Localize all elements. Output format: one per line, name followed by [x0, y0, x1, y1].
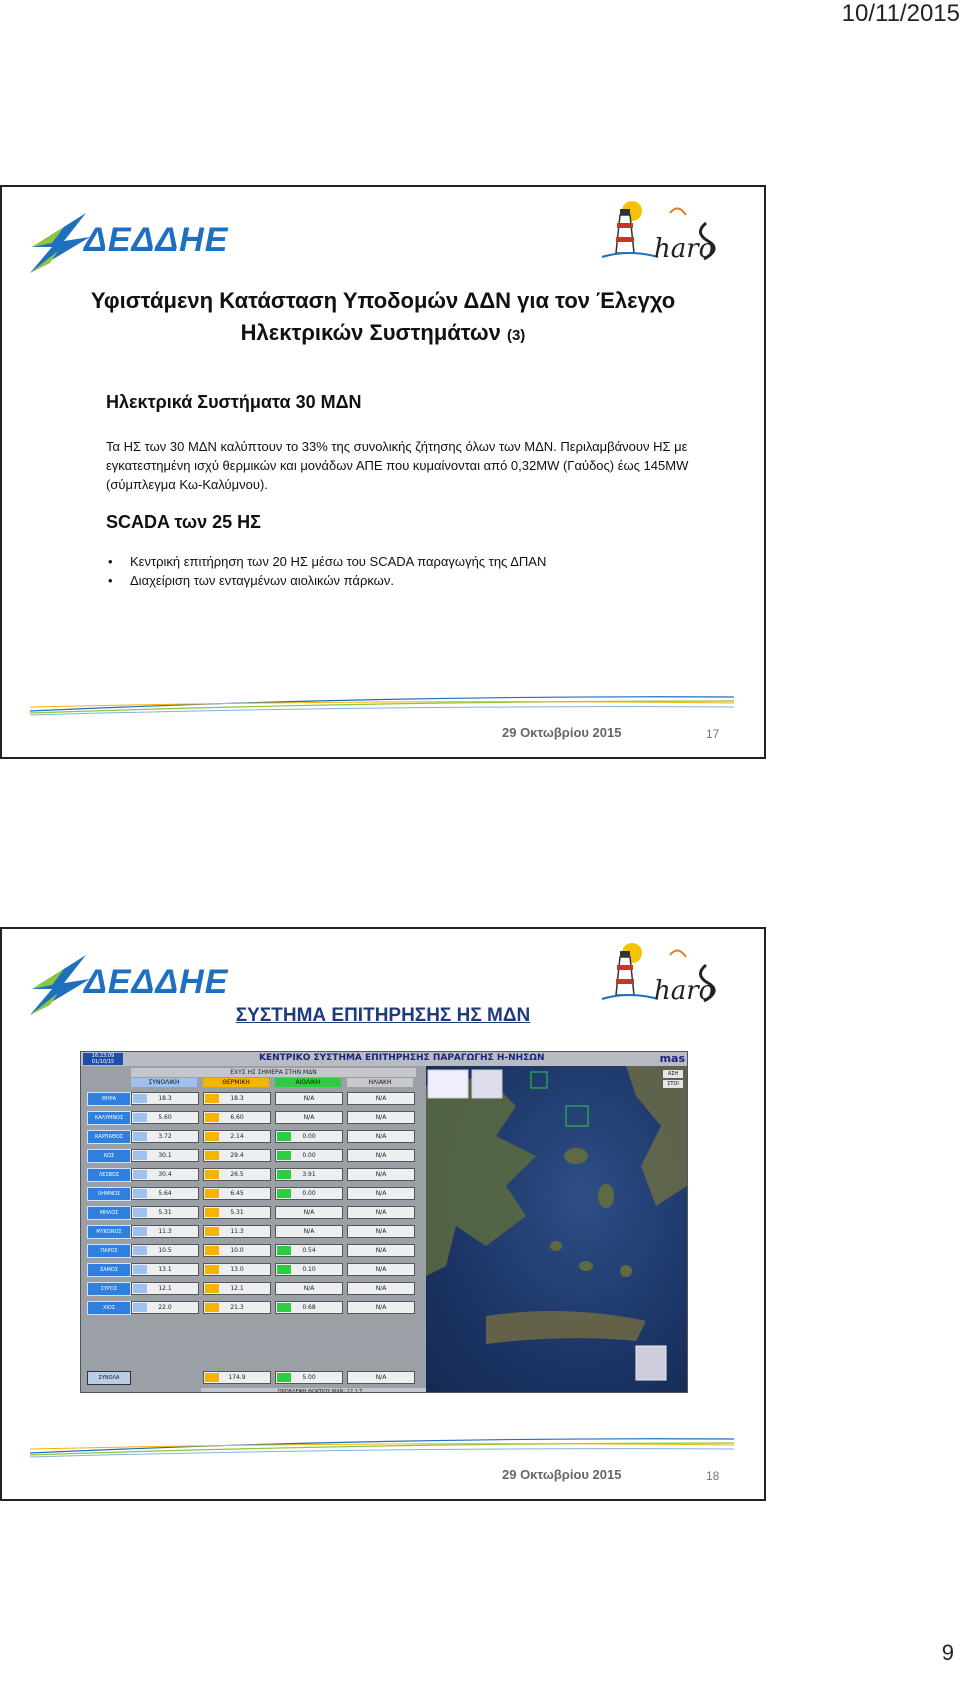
scada-value-cell [275, 1130, 343, 1143]
scada-value-marker [205, 1373, 219, 1382]
scada-value-cell [203, 1301, 271, 1314]
scada-value-text: N/A [375, 1190, 387, 1197]
scada-station-button[interactable]: ΧΙΟΣ [87, 1301, 131, 1315]
scada-value-marker [205, 1208, 219, 1217]
scada-value-text: 22.0 [158, 1304, 172, 1311]
scada-value-cell [275, 1168, 343, 1181]
scada-column-header: ΣΥΝΟΛΙΚΗ [131, 1078, 197, 1087]
scada-table-panel [81, 1066, 426, 1392]
scada-station-button[interactable]: ΘΗΡΑ [87, 1092, 131, 1106]
scada-value-cell [275, 1206, 343, 1219]
slide-title-line2: Ηλεκτρικών Συστημάτων [240, 320, 501, 345]
scada-value-cell [131, 1168, 199, 1181]
scada-value-cell [131, 1206, 199, 1219]
scada-value-marker [133, 1303, 147, 1312]
scada-value-cell [203, 1111, 271, 1124]
scada-value-cell [347, 1282, 415, 1295]
scada-value-text: 26.5 [230, 1171, 244, 1178]
scada-brand-logo: mas [659, 1052, 685, 1065]
scada-value-cell [347, 1225, 415, 1238]
section-heading-scada: SCADA των 25 ΗΣ [106, 512, 261, 532]
scada-value-text: N/A [303, 1228, 315, 1235]
scada-value-text: 18.3 [230, 1095, 244, 1102]
scada-value-cell [203, 1206, 271, 1219]
scada-value-text: 6.60 [230, 1114, 244, 1121]
scada-value-marker [277, 1246, 291, 1255]
page-date: 10/11/2015 [841, 0, 960, 27]
bullet-item: • Κεντρική επιτήρηση των 20 ΗΣ μέσω του SCADA παραγωγής της ΔΠΑΝ [106, 552, 546, 571]
scada-value-cell [347, 1187, 415, 1200]
scada-total-cell [347, 1371, 415, 1384]
scada-value-text: 29.4 [230, 1152, 244, 1159]
scada-value-cell [347, 1111, 415, 1124]
scada-value-text: N/A [375, 1304, 387, 1311]
scada-screenshot [80, 1051, 688, 1393]
scada-value-text: 0.54 [302, 1247, 316, 1254]
scada-column-header: ΑΙΟΛΙΚΗ [275, 1078, 341, 1087]
scada-station-button[interactable]: ΠΑΡΟΣ [87, 1244, 131, 1258]
dedhe-logo-text: ΔΕΔΔΗΕ [84, 221, 229, 259]
pharos-logo [598, 935, 728, 1007]
scada-value-text: 5.31 [158, 1209, 172, 1216]
scada-value-marker [277, 1303, 291, 1312]
scada-column-header: ΘΕΡΜΙΚΗ [203, 1078, 269, 1087]
scada-column-header: ΗΛΙΑΚΗ [347, 1078, 413, 1087]
scada-total-cell [203, 1371, 271, 1384]
footer-wave-decoration [30, 1435, 734, 1459]
scada-value-marker [133, 1189, 147, 1198]
slide-title [42, 285, 724, 352]
scada-value-text: 5.64 [158, 1190, 172, 1197]
scada-value-text: N/A [303, 1209, 315, 1216]
scada-value-marker [205, 1284, 219, 1293]
scada-value-cell [347, 1149, 415, 1162]
scada-value-text: N/A [303, 1095, 315, 1102]
scada-value-text: 12.1 [158, 1285, 172, 1292]
map-button-ash[interactable]: ΑΣΗ [663, 1070, 683, 1078]
scada-value-text: N/A [375, 1247, 387, 1254]
scada-value-marker [205, 1151, 219, 1160]
scada-total-text: 174.9 [228, 1374, 246, 1381]
scada-value-marker [133, 1113, 147, 1122]
scada-value-cell [203, 1187, 271, 1200]
scada-value-text: 21.3 [230, 1304, 244, 1311]
scada-station-button[interactable]: ΚΩΣ [87, 1149, 131, 1163]
scada-value-text: N/A [375, 1152, 387, 1159]
scada-value-text: N/A [375, 1266, 387, 1273]
scada-value-cell [275, 1149, 343, 1162]
slide-number: 18 [706, 1469, 720, 1483]
scada-station-button[interactable]: ΛΕΣΒΟΣ [87, 1168, 131, 1182]
scada-value-text: 11.3 [230, 1228, 244, 1235]
scada-value-text: 5.60 [158, 1114, 172, 1121]
scada-value-text: N/A [375, 1114, 387, 1121]
scada-value-marker [133, 1208, 147, 1217]
scada-value-cell [131, 1130, 199, 1143]
scada-value-cell [131, 1244, 199, 1257]
scada-forecast-bar: ΠΡΟΒΛΕΨΗ ΦΟΡΤΙΟΥ ΜΔΝ: 12.1 Τ. [201, 1388, 441, 1393]
scada-value-cell [131, 1149, 199, 1162]
scada-value-marker [277, 1265, 291, 1274]
scada-value-text: N/A [375, 1133, 387, 1140]
scada-value-cell [347, 1301, 415, 1314]
scada-value-marker [133, 1227, 147, 1236]
scada-station-button[interactable]: ΣΥΡΟΣ [87, 1282, 131, 1296]
scada-title: ΚΕΝΤΡΙΚΟ ΣΥΣΤΗΜΑ ΕΠΙΤΗΡΗΣΗΣ ΠΑΡΑΓΩΓΗΣ Η-ΝΗΣΩΝ [259, 1053, 545, 1063]
scada-value-text: N/A [375, 1209, 387, 1216]
scada-value-cell [275, 1282, 343, 1295]
scada-value-marker [205, 1094, 219, 1103]
scada-value-marker [133, 1094, 147, 1103]
scada-value-marker [277, 1132, 291, 1141]
scada-value-marker [133, 1132, 147, 1141]
scada-value-cell [131, 1301, 199, 1314]
scada-value-text: 30.1 [158, 1152, 172, 1159]
section-heading-systems: Ηλεκτρικά Συστήματα 30 ΜΔΝ [106, 392, 362, 412]
scada-value-marker [205, 1227, 219, 1236]
scada-value-cell [203, 1092, 271, 1105]
footer-wave-decoration [30, 693, 734, 717]
scada-value-cell [131, 1092, 199, 1105]
scada-value-text: N/A [375, 1095, 387, 1102]
scada-total-cell [275, 1371, 343, 1384]
dedhe-logo-text: ΔΕΔΔΗΕ [84, 963, 229, 1001]
scada-value-text: 2.14 [230, 1133, 244, 1140]
scada-value-cell [275, 1225, 343, 1238]
scada-station-button[interactable]: ΜΥΚΟΝΟΣ [87, 1225, 131, 1239]
scada-value-cell [275, 1187, 343, 1200]
scada-value-marker [133, 1246, 147, 1255]
scada-value-text: 3.72 [158, 1133, 172, 1140]
scada-value-text: N/A [303, 1114, 315, 1121]
scada-value-cell [275, 1301, 343, 1314]
scada-station-button[interactable]: ΣΑΜΟΣ [87, 1263, 131, 1277]
scada-value-marker [133, 1284, 147, 1293]
scada-value-text: 0.00 [302, 1133, 316, 1140]
svg-text:haro: haro [654, 234, 715, 264]
slide-title-suffix: (3) [506, 327, 526, 344]
scada-value-cell [275, 1111, 343, 1124]
aegean-map-graphic [426, 1066, 687, 1392]
slide-number: 17 [706, 727, 720, 741]
scada-value-cell [347, 1130, 415, 1143]
scada-value-text: 10.0 [230, 1247, 244, 1254]
svg-text:haro: haro [654, 976, 715, 1006]
footer-date: 29 Οκτωβρίου 2015 [502, 725, 622, 740]
scada-value-marker [133, 1265, 147, 1274]
scada-value-cell [347, 1092, 415, 1105]
slide-title-line1: Υφιστάμενη Κατάσταση Υποδομών ΔΔΝ για τον Έλεγχο [90, 288, 676, 313]
scada-value-text: N/A [375, 1228, 387, 1235]
bullet-item: • Διαχείριση των ενταγμένων αιολικών πάρκων. [106, 571, 546, 590]
scada-value-marker [205, 1246, 219, 1255]
scada-value-cell [131, 1263, 199, 1276]
scada-value-text: 3.91 [302, 1171, 316, 1178]
scada-value-cell [203, 1130, 271, 1143]
scada-value-text: 10.5 [158, 1247, 172, 1254]
scada-value-marker [205, 1265, 219, 1274]
scada-value-cell [347, 1206, 415, 1219]
scada-value-marker [205, 1170, 219, 1179]
scada-value-marker [205, 1132, 219, 1141]
scada-value-text: N/A [375, 1171, 387, 1178]
scada-value-cell [203, 1263, 271, 1276]
scada-value-text: 0.68 [302, 1304, 316, 1311]
scada-value-text: 6.45 [230, 1190, 244, 1197]
slide-18 [0, 927, 766, 1501]
scada-value-cell [203, 1282, 271, 1295]
scada-value-text: N/A [303, 1285, 315, 1292]
scada-value-text: N/A [375, 1285, 387, 1292]
dedhe-logo [24, 207, 229, 277]
scada-value-cell [275, 1092, 343, 1105]
scada-total-label: ΣΥΝΟΛΑ [87, 1371, 131, 1385]
lighthouse-icon [598, 193, 728, 265]
scada-value-cell [347, 1263, 415, 1276]
scada-value-cell [131, 1187, 199, 1200]
scada-station-button[interactable]: ΚΑΡΠΑΘΟΣ [87, 1130, 131, 1144]
scada-value-cell [131, 1225, 199, 1238]
scada-value-marker [277, 1151, 291, 1160]
scada-value-text: 11.3 [158, 1228, 172, 1235]
footer-date: 29 Οκτωβρίου 2015 [502, 1467, 622, 1482]
pharos-logo [598, 193, 728, 265]
scada-value-marker [277, 1373, 291, 1382]
scada-value-text: 0.00 [302, 1152, 316, 1159]
scada-value-cell [203, 1244, 271, 1257]
scada-value-cell [131, 1111, 199, 1124]
scada-value-cell [131, 1282, 199, 1295]
scada-station-button[interactable]: ΛΗΜΝΟΣ [87, 1187, 131, 1201]
scada-station-button[interactable]: ΜΗΛΟΣ [87, 1206, 131, 1220]
scada-station-button[interactable]: ΚΑΛΥΜΝΟΣ [87, 1111, 131, 1125]
scada-value-text: 0.00 [302, 1190, 316, 1197]
bullet-list [106, 552, 546, 590]
scada-value-text: 30.4 [158, 1171, 172, 1178]
scada-value-cell [275, 1263, 343, 1276]
slide-17 [0, 185, 766, 759]
scada-value-marker [133, 1170, 147, 1179]
scada-value-text: 12.1 [230, 1285, 244, 1292]
scada-header [81, 1052, 687, 1066]
slide-title: ΣΥΣΤΗΜΑ ΕΠΙΤΗΡΗΣΗΣ ΗΣ ΜΔΝ [235, 1005, 531, 1026]
scada-value-text: 13.1 [158, 1266, 172, 1273]
scada-value-cell [347, 1168, 415, 1181]
map-button-stoi[interactable]: ΣΤΟΙ [663, 1080, 683, 1088]
scada-value-text: 5.31 [230, 1209, 244, 1216]
scada-total-text: N/A [375, 1374, 387, 1381]
scada-value-cell [275, 1244, 343, 1257]
scada-value-marker [205, 1113, 219, 1122]
scada-subheader: ΕΧΥΣ ΗΣ ΣΗΜΕΡΑ ΣΤΗΝ ΜΔΝ [131, 1068, 416, 1077]
aegean-map [426, 1066, 687, 1392]
scada-value-cell [203, 1225, 271, 1238]
scada-total-text: 5.00 [302, 1374, 316, 1381]
scada-value-marker [205, 1189, 219, 1198]
scada-value-text: 18.3 [158, 1095, 172, 1102]
scada-value-marker [205, 1303, 219, 1312]
scada-value-cell [203, 1149, 271, 1162]
scada-value-text: 13.0 [230, 1266, 244, 1273]
page-number: 9 [941, 1640, 954, 1665]
scada-value-marker [277, 1170, 291, 1179]
scada-value-marker [277, 1189, 291, 1198]
scada-value-marker [133, 1151, 147, 1160]
scada-value-text: 0.10 [302, 1266, 316, 1273]
lighthouse-icon [598, 935, 728, 1007]
body-paragraph: Τα ΗΣ των 30 ΜΔΝ καλύπτουν το 33% της συνολικής ζήτησης όλων των ΜΔΝ. Περιλαμβάνουν ΗΣ με εγκατεστημένη ισχύ θερμικών και μονάδων ΑΠΕ που κυμαίνονται από 0,32MW (Γαύδος) έως 145MW (σύμπλεγμα Κω-Καλύμνου). [106, 439, 689, 492]
scada-value-cell [203, 1168, 271, 1181]
scada-clock: 16:23:09 01/10/15 [83, 1053, 123, 1065]
scada-value-cell [347, 1244, 415, 1257]
